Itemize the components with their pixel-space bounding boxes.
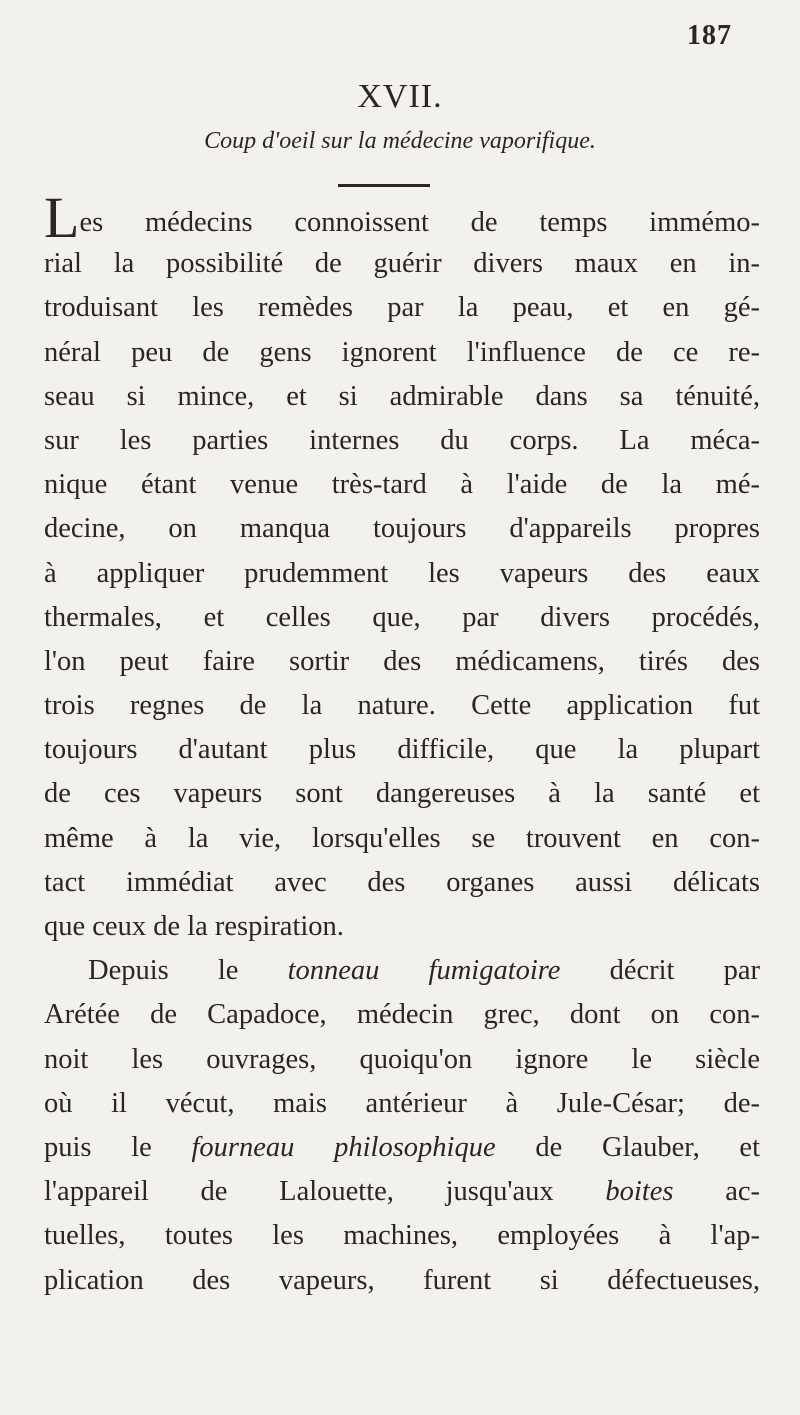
paragraph-line: [44, 1126, 760, 1170]
line-text: l'appareil de Lalouette, jusqu'aux: [44, 1176, 606, 1208]
paragraph-line: troduisant les remèdes par la peau, et en gé-: [44, 292, 760, 324]
italic-term: boites: [605, 1176, 674, 1208]
italic-term: tonneau fumigatoire: [287, 955, 561, 987]
section-divider: [338, 184, 430, 187]
paragraph-line: toujours d'autant plus difficile, que la plupart: [44, 734, 760, 766]
paragraph-line: [44, 1170, 760, 1214]
paragraph-line: même à la vie, lorsqu'elles se trouvent en con-: [44, 822, 760, 854]
line-text: es médecins connoissent de temps immémo-: [79, 207, 760, 238]
paragraph-line: néral peu de gens ignorent l'influence de ce re-: [44, 336, 760, 368]
paragraph-line: trois regnes de la nature. Cette application fut: [44, 690, 760, 722]
paragraph-line: nique étant venue très-tard à l'aide de la mé-: [44, 469, 760, 501]
drop-cap: L: [44, 185, 80, 250]
paragraph-line: rial la possibilité de guérir divers maux en in-: [44, 248, 760, 280]
line-text: puis le: [44, 1131, 192, 1163]
chapter-subtitle: Coup d'oeil sur la médecine vaporifique.: [204, 128, 596, 154]
paragraph-line: l'on peut faire sortir des médicamens, tirés des: [44, 645, 760, 677]
paragraph-line: [44, 185, 760, 250]
paragraph-line: de ces vapeurs sont dangereuses à la santé et: [44, 778, 760, 810]
paragraph-line: Arétée de Capadoce, médecin grec, dont on con-: [44, 999, 760, 1031]
paragraph-line: thermales, et celles que, par divers procédés,: [44, 601, 760, 633]
page-number: 187: [687, 20, 732, 51]
paragraph-line: noit les ouvrages, quoiqu'on ignore le siècle: [44, 1043, 760, 1075]
body-text: [44, 185, 760, 1303]
paragraph-line: tact immédiat avec des organes aussi délicats: [44, 866, 760, 898]
paragraph-line: tuelles, toutes les machines, employées à l'ap-: [44, 1220, 760, 1252]
paragraph-line: à appliquer prudemment les vapeurs des eaux: [44, 557, 760, 589]
line-text: décrit par: [560, 955, 760, 987]
italic-term: fourneau philosophique: [191, 1131, 496, 1163]
paragraph-line: decine, on manqua toujours d'appareils propres: [44, 513, 760, 545]
paragraph-line: plication des vapeurs, furent si défectueuses,: [44, 1264, 760, 1296]
paragraph-line: où il vécut, mais antérieur à Jule-César; de-: [44, 1087, 760, 1119]
paragraph-line: sur les parties internes du corps. La méca-: [44, 424, 760, 456]
chapter-number: XVII.: [357, 78, 443, 115]
line-text: Depuis le: [88, 955, 288, 987]
line-text: ac-: [673, 1176, 760, 1208]
paragraph-line: seau si mince, et si admirable dans sa ténuité,: [44, 380, 760, 412]
line-text: de Glauber, et: [495, 1131, 760, 1163]
paragraph-line: [44, 949, 760, 993]
paragraph-line: que ceux de la respiration.: [44, 911, 344, 942]
